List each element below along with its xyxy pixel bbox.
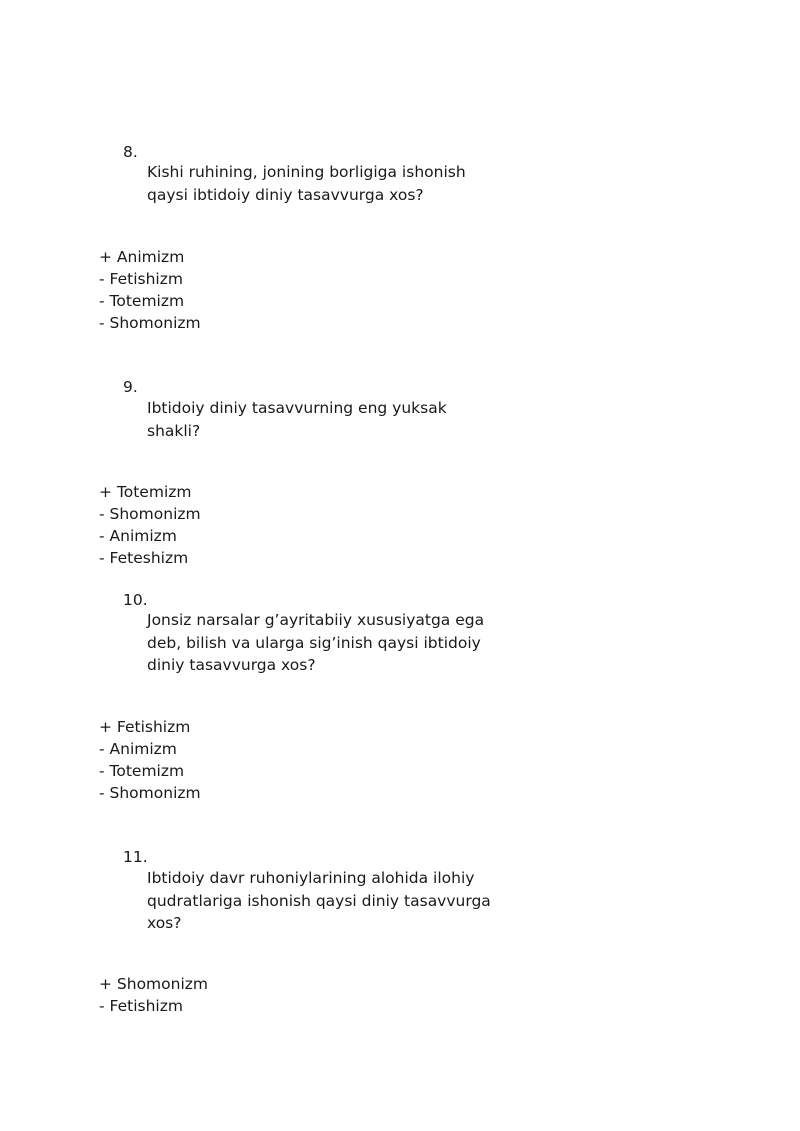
question-line: Ibtidoiy diniy tasavvurning eng yuksak — [147, 399, 447, 417]
answer-option: - Shomonizm — [99, 505, 201, 523]
answer-option: + Animizm — [99, 248, 185, 266]
question-8-answers — [99, 246, 201, 334]
question-10-text — [147, 609, 507, 677]
question-10-number: 10. — [123, 591, 148, 609]
answer-option: - Feteshizm — [99, 549, 189, 567]
question-11-answers — [99, 973, 208, 1017]
question-line: deb, bilish va ularga sig’inish qaysi ibtidoiy — [147, 633, 481, 652]
question-line: diniy tasavvurga xos? — [147, 656, 316, 674]
question-line: Ibtidoiy davr ruhoniylarining alohida ilohiy — [147, 869, 475, 887]
question-line: xos? — [147, 914, 182, 932]
answer-option: - Totemizm — [99, 762, 185, 780]
answer-option: + Fetishizm — [99, 718, 191, 736]
question-8-number: 8. — [123, 143, 138, 161]
question-11-text — [147, 867, 507, 935]
answer-option: - Fetishizm — [99, 270, 183, 288]
answer-option: - Animizm — [99, 740, 177, 758]
answer-option: + Totemizm — [99, 483, 192, 501]
question-9-number: 9. — [123, 378, 138, 396]
question-line: Jonsiz narsalar g’ayritabiiy xususiyatga ega — [147, 611, 485, 629]
answer-option: - Fetishizm — [99, 997, 183, 1015]
question-10-answers — [99, 716, 201, 804]
answer-option: + Shomonizm — [99, 975, 209, 993]
question-line: shakli? — [147, 421, 201, 440]
answer-option: - Animizm — [99, 527, 177, 545]
question-line: qudratlariga ishonish qaysi diniy tasavvurga — [147, 891, 491, 910]
question-9-text — [147, 397, 507, 442]
question-11-number: 11. — [123, 848, 148, 866]
question-line: qaysi ibtidoiy diniy tasavvurga xos? — [147, 185, 424, 204]
answer-option: - Shomonizm — [99, 784, 201, 802]
answer-option: - Totemizm — [99, 292, 185, 310]
answer-option: - Shomonizm — [99, 314, 201, 332]
question-9-answers — [99, 481, 201, 569]
question-line: Kishi ruhining, jonining borligiga ishonish — [147, 163, 466, 181]
question-8-text — [147, 161, 507, 206]
